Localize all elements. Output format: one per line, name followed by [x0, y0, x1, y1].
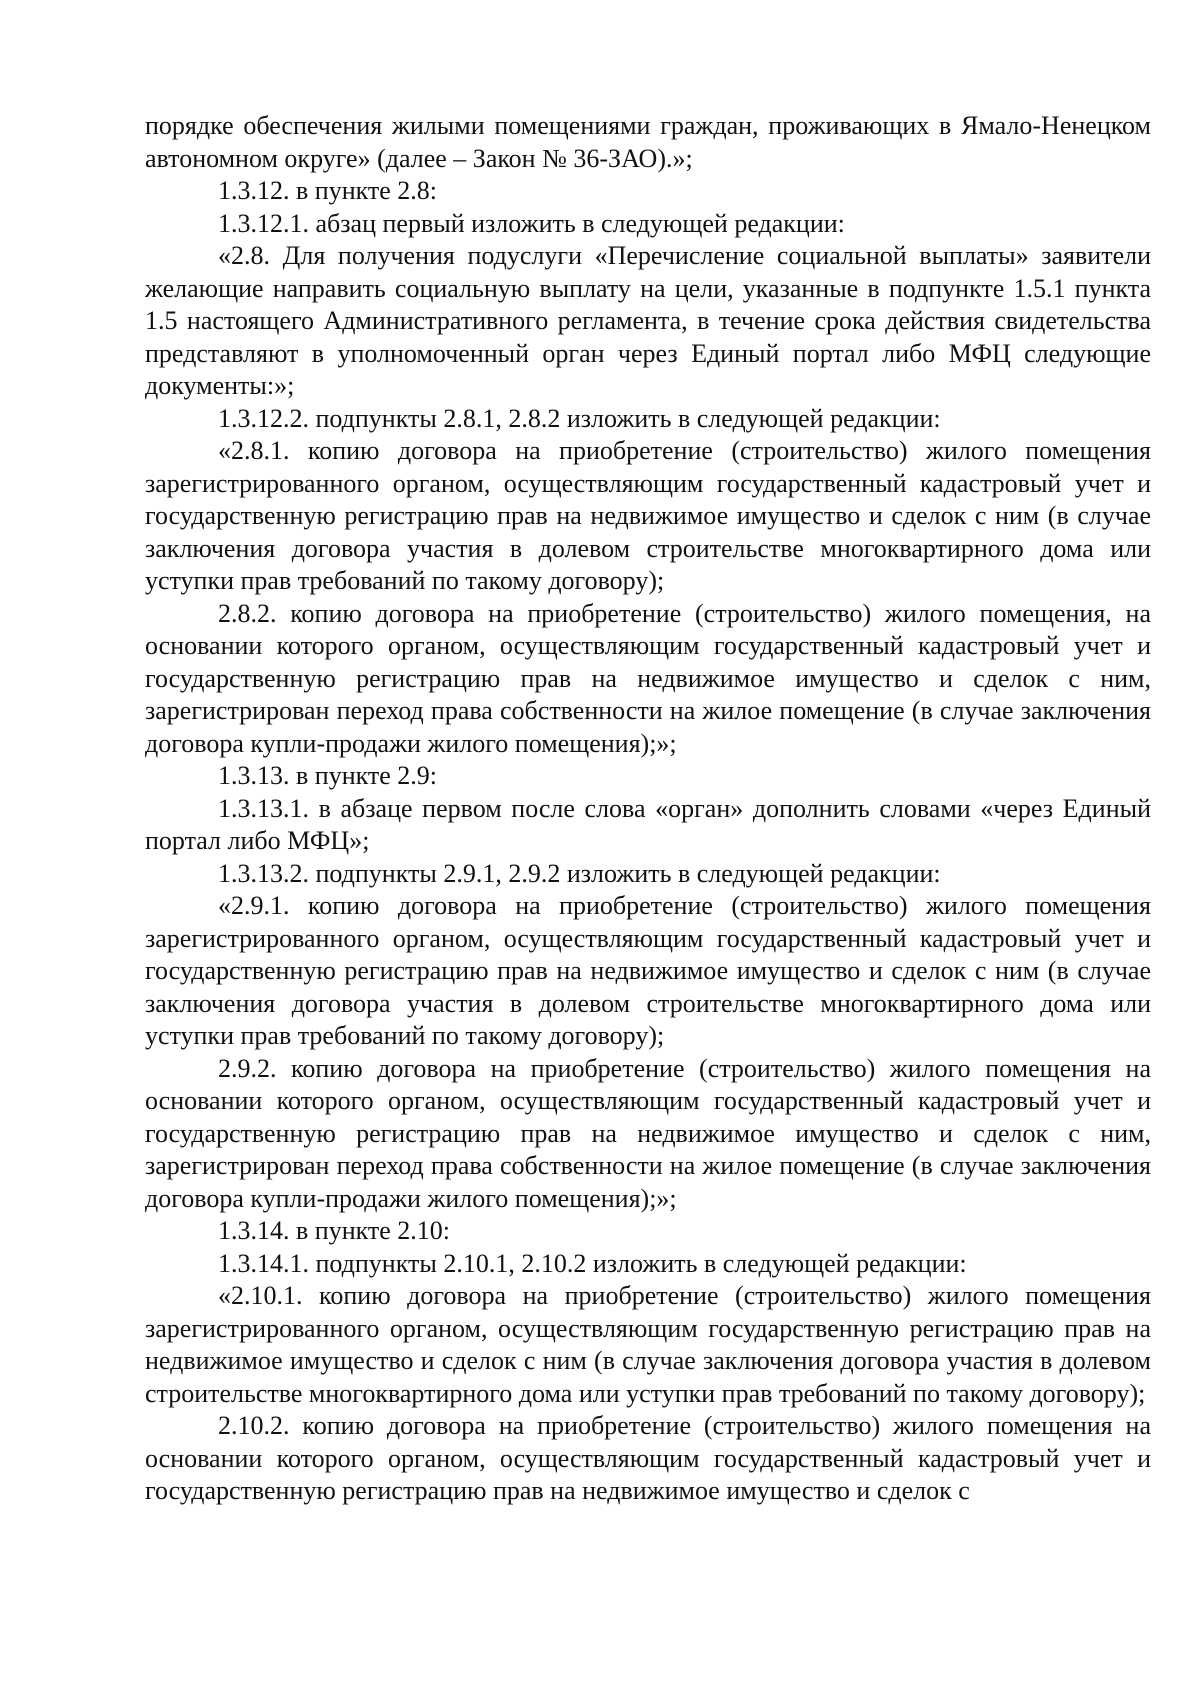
paragraph-1-3-13-1: 1.3.13.1. в абзаце первом после слова «орган» дополнить словами «через Единый портал либо МФЦ»;: [145, 793, 1151, 855]
paragraph-2-8: «2.8. Для получения подуслуги «Перечисление социальной выплаты» заявители желающие направить социальную выплату на цели, указанные в подпункте 1.5.1 пункта 1.5 настоящего Административного регламента, в течение срока действия свидетельства представляют в уполномоченный орган через Единый портал либо МФЦ следующие документы:»;: [145, 241, 1151, 400]
paragraph-2-9-1: «2.9.1. копию договора на приобретение (строительство) жилого помещения зарегистрированного органом, осуществляющим государственный кадастровый учет и государственную регистрацию прав на недвижимое имущество и сделок с ним (в случае заключения договора участия в долевом строительстве многоквартирного дома или уступки прав требований по такому договору);: [145, 891, 1151, 1050]
paragraph-1-3-12-1: 1.3.12.1. абзац первый изложить в следующей редакции:: [218, 208, 845, 238]
paragraph-2-9-2: 2.9.2. копию договора на приобретение (строительство) жилого помещения на основании которого органом, осуществляющим государственный кадастровый учет и государственную регистрацию прав на недвижимое имущество и сделок с ним, зарегистрирован переход права собственности на жилое помещение (в случае заключения договора купли-продажи жилого помещения);»;: [145, 1053, 1151, 1213]
paragraph-2-10-2: 2.10.2. копию договора на приобретение (строительство) жилого помещения на основании которого органом, осуществляющим государственный кадастровый учет и государственную регистрацию прав на недвижимое имущество и сделок с: [145, 1411, 1151, 1505]
paragraph-1-3-13-2: 1.3.13.2. подпункты 2.9.1, 2.9.2 изложить в следующей редакции:: [218, 858, 941, 888]
paragraph-2-8-1: «2.8.1. копию договора на приобретение (строительство) жилого помещения зарегистрированного органом, осуществляющим государственный кадастровый учет и государственную регистрацию прав на недвижимое имущество и сделок с ним (в случае заключения договора участия в долевом строительстве многоквартирного дома или уступки прав требований по такому договору);: [145, 436, 1151, 595]
paragraph-2-10-1: «2.10.1. копию договора на приобретение (строительство) жилого помещения зарегистрированного органом, осуществляющим государственную регистрацию прав на недвижимое имущество и сделок с ним (в случае заключения договора участия в долевом строительстве многоквартирного дома или уступки прав требований по такому договору);: [145, 1281, 1151, 1408]
paragraph-1-3-13: 1.3.13. в пункте 2.9:: [218, 761, 438, 790]
paragraph-2-8-2: 2.8.2. копию договора на приобретение (строительство) жилого помещения, на основании которого органом, осуществляющим государственный кадастровый учет и государственную регистрацию прав на недвижимое имущество и сделок с ним, зарегистрирован переход права собственности на жилое помещение (в случае заключения договора купли-продажи жилого помещения);»;: [145, 598, 1151, 758]
paragraph-1-3-12: 1.3.12. в пункте 2.8:: [218, 176, 438, 205]
document-page: [145, 110, 1151, 1508]
paragraph-1-3-12-2: 1.3.12.2. подпункты 2.8.1, 2.8.2 изложить в следующей редакции:: [218, 403, 941, 433]
paragraph-1-3-14-1: 1.3.14.1. подпункты 2.10.1, 2.10.2 изложить в следующей редакции:: [218, 1248, 967, 1278]
paragraph-1-3-14: 1.3.14. в пункте 2.10:: [218, 1216, 451, 1245]
paragraph-continuation: порядке обеспечения жилыми помещениями граждан, проживающих в Ямало-Ненецком автономном округе» (далее – Закон № 36-ЗАО).»;: [145, 111, 1151, 173]
